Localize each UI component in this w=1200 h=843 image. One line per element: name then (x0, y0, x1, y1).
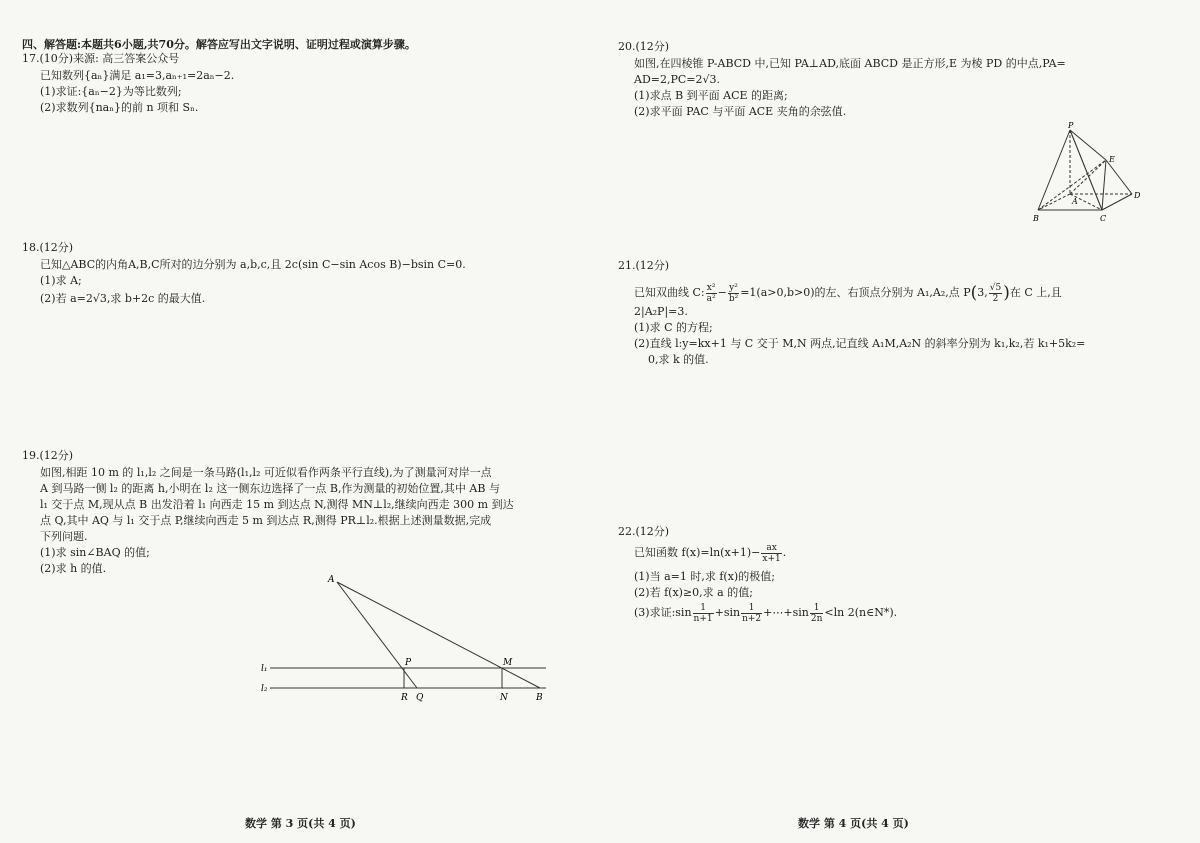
frac-num: √5 (989, 282, 1002, 293)
frac-num: x² (706, 282, 716, 293)
footer-page-3: 数学 第 3 页(共 4 页) (245, 817, 356, 830)
q21-part1: (1)求 C 的方程; (634, 321, 713, 334)
period: . (782, 546, 787, 559)
frac-ax-x1 (761, 543, 781, 564)
q20-figure (1030, 118, 1150, 228)
q17-title: 17.(10分)来源: 高三答案公众号 (22, 52, 180, 65)
label-B: B (1033, 214, 1039, 223)
frac-den: n+1 (693, 613, 713, 624)
frac-x2-a2 (706, 283, 717, 304)
q21-title: 21.(12分) (618, 259, 670, 272)
frac-num: 1 (810, 603, 824, 614)
q19-stem-5: 下列问题. (40, 530, 88, 543)
frac-den: 2n (810, 613, 823, 624)
frac-1-n1 (693, 603, 714, 624)
q22-stem (634, 542, 786, 564)
q19-figure (250, 570, 560, 710)
q20-stem-2: AD=2,PC=2√3. (634, 73, 721, 86)
label-D: D (1134, 191, 1141, 200)
frac-y2-b2 (728, 283, 739, 304)
label-l2: l₂ (261, 684, 268, 694)
frac-sqrt5-2 (989, 283, 1002, 304)
q19-stem-4: 点 Q,其中 AQ 与 l₁ 交于点 P,继续向西走 5 m 到达点 R,测得 PR⊥l₂.根据上述测量数据,完成 (40, 514, 492, 527)
frac-num: ax (761, 543, 781, 554)
label-E: E (1109, 155, 1115, 164)
paren-close: ) (1003, 283, 1010, 303)
q22-text-a: 已知函数 f(x)=ln(x+1)− (634, 546, 761, 559)
q21-text-c: 在 C 上,且 (1009, 286, 1062, 299)
q21-stem-1: 已知双曲线 C: $\frac{\text{x²}}{\text{a²}}$ − $\frac{\text{y²}}{\text{b²}}$ =1(a>0,b>0)的左、右顶点分别为 A₁,A₂,点 P(3, $\frac{√5}{2}$ )在 C 上,且 (634, 282, 1062, 304)
label-A: A (1072, 197, 1078, 206)
q18-part1: (1)求 A; (40, 274, 82, 287)
paren-open: ( (970, 283, 978, 303)
q21-part2-2: 0,求 k 的值. (648, 353, 709, 366)
q17-part2: (2)求数列{naₙ}的前 n 项和 Sₙ. (40, 101, 199, 114)
q19-title: 19.(12分) (22, 449, 74, 462)
q21-text-a: 已知双曲线 C: (634, 286, 705, 299)
q22-text-a: (3)求证:sin (634, 606, 692, 619)
label-l1: l₁ (261, 664, 268, 674)
q20-part2: (2)求平面 PAC 与平面 ACE 夹角的余弦值. (634, 105, 847, 118)
label-C: C (1100, 214, 1107, 223)
label-Q: Q (416, 693, 424, 703)
label-N: N (500, 693, 508, 703)
q20-part1: (1)求点 B 到平面 ACE 的距离; (634, 89, 788, 102)
dots-sin: +⋯+sin (763, 606, 809, 619)
q19-part2: (2)求 h 的值. (40, 562, 107, 575)
q19-stem-3: l₁ 交于点 M,现从点 B 出发沿着 l₁ 向西走 15 m 到达点 N,测得 MN⊥l₂,继续向西走 300 m 到达 (40, 498, 514, 511)
q21-part2-1: (2)直线 l:y=kx+1 与 C 交于 M,N 两点,记直线 A₁M,A₂N 的斜率分别为 k₁,k₂,若 k₁+5k₂= (634, 337, 1086, 350)
frac-num: 1 (741, 603, 762, 614)
frac-den: x+1 (762, 553, 781, 564)
q20-title: 20.(12分) (618, 40, 670, 53)
q22-text-end: <ln 2(n∈N*). (824, 606, 898, 619)
q17-part1: (1)求证:{aₙ−2}为等比数列; (40, 85, 182, 98)
q20-stem-1: 如图,在四棱锥 P-ABCD 中,已知 PA⊥AD,底面 ABCD 是正方形,E 为棱 PD 的中点,PA= (634, 57, 1066, 70)
q22-part1: (1)当 a=1 时,求 f(x)的极值; (634, 570, 775, 583)
q22-part3 (634, 602, 897, 624)
q19-stem-2: A 到马路一侧 l₂ 的距离 h,小明在 l₂ 这一侧东边选择了一点 B,作为测量的初始位置,其中 AB 与 (40, 482, 500, 495)
label-A: A (328, 575, 335, 585)
frac-num: 1 (693, 603, 714, 614)
frac-den: a² (706, 293, 716, 304)
q18-title: 18.(12分) (22, 241, 74, 254)
frac-num: y² (729, 282, 738, 293)
label-P: P (1068, 121, 1074, 130)
q22-title: 22.(12分) (618, 525, 670, 538)
frac-den: n+2 (742, 613, 762, 624)
q19-part1: (1)求 sin∠BAQ 的值; (40, 546, 150, 559)
page-4 (600, 0, 1200, 843)
frac-den: b² (728, 293, 739, 304)
section-header: 四、解答题:本题共6小题,共70分。解答应写出文字说明、证明过程或演算步骤。 (22, 38, 416, 51)
frac-1-2n (810, 603, 824, 624)
label-M: M (503, 658, 513, 668)
label-R: R (401, 693, 408, 703)
q22-part2: (2)若 f(x)≥0,求 a 的值; (634, 586, 753, 599)
q21-text-b: =1(a>0,b>0)的左、右顶点分别为 A₁,A₂,点 P (740, 286, 971, 299)
q18-part2: (2)若 a=2√3,求 b+2c 的最大值. (40, 292, 206, 305)
frac-den: 2 (992, 293, 999, 304)
q21-stem-2: 2|A₂P|=3. (634, 305, 688, 318)
point-x: 3, (977, 286, 988, 299)
label-P: P (405, 658, 412, 668)
frac-1-n2 (741, 603, 762, 624)
footer-page-4: 数学 第 4 页(共 4 页) (798, 817, 909, 830)
label-B: B (536, 693, 543, 703)
q19-stem-1: 如图,相距 10 m 的 l₁,l₂ 之间是一条马路(l₁,l₂ 可近似看作两条平行直线),为了测量河对岸一点 (40, 466, 492, 479)
q17-stem: 已知数列{aₙ}满足 a₁=3,aₙ₊₁=2aₙ−2. (40, 69, 235, 82)
plus-sin: +sin (714, 606, 741, 619)
q18-stem: 已知△ABC的内角A,B,C所对的边分别为 a,b,c,且 2c(sin C−sin Acos B)−bsin C=0. (40, 258, 466, 271)
